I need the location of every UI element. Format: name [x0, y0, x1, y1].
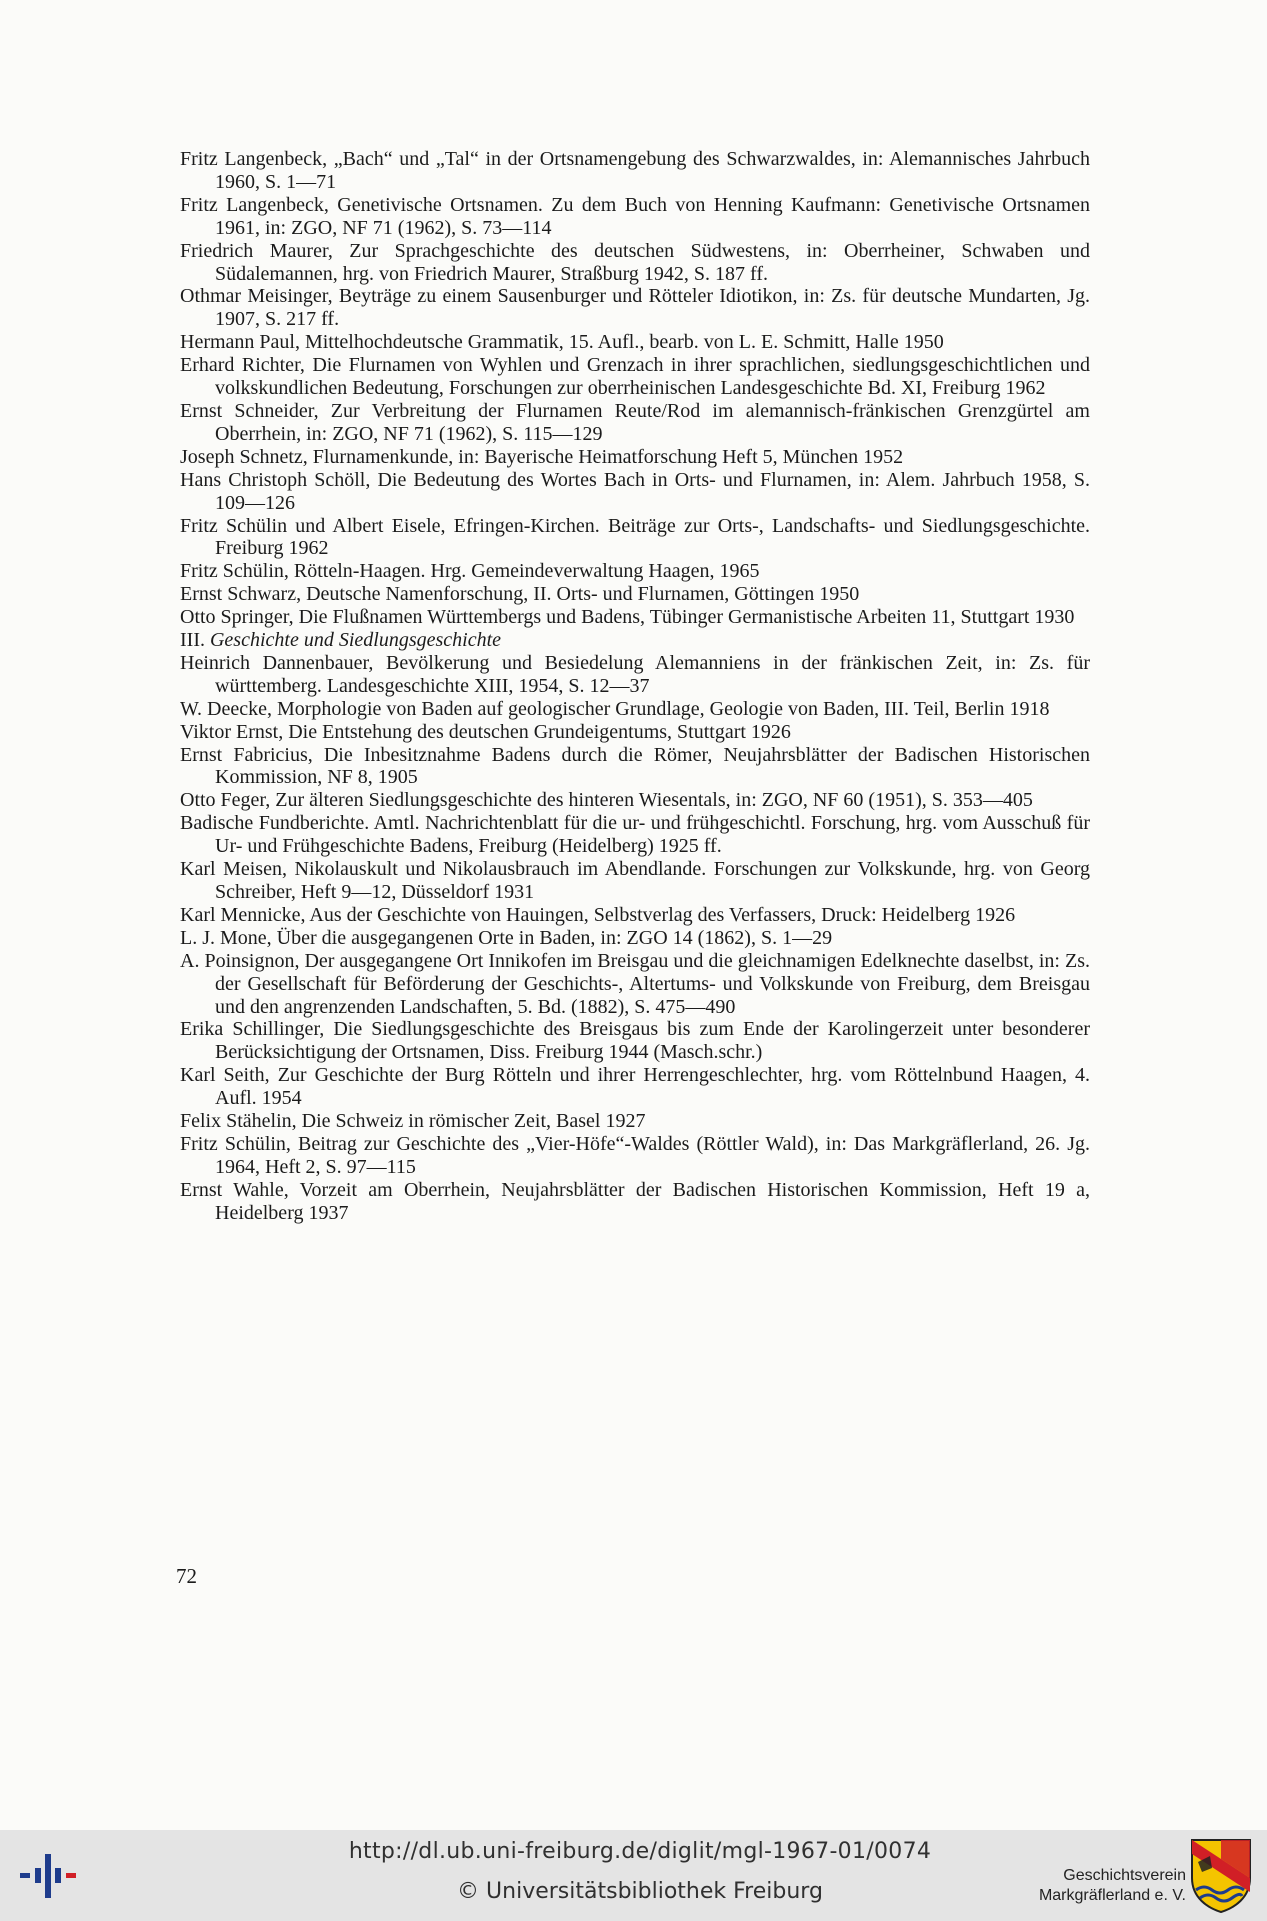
bibliography-entry: Fritz Schülin, Rötteln-Haagen. Hrg. Gemeindeverwaltung Haagen, 1965 [180, 560, 760, 583]
bibliography-entry: Otto Feger, Zur älteren Siedlungsgeschichte des hinteren Wiesentals, in: ZGO, NF 60 (1951), S. 353—405 [180, 789, 1033, 812]
ub-freiburg-logo-icon[interactable] [18, 1848, 80, 1904]
bibliography-entry: Joseph Schnetz, Flurnamenkunde, in: Bayerische Heimatforschung Heft 5, München 1952 [180, 445, 904, 468]
bibliography-list [180, 148, 1090, 1225]
bibliography-entry: Badische Fundberichte. Amtl. Nachrichtenblatt für die ur- und frühgeschichtl. Forschung, hrg. vom Ausschuß für Ur- und Frühgeschichte Badens, Freiburg (Heidelberg) 1925 ff. [180, 812, 1090, 858]
bibliography-entry: Friedrich Maurer, Zur Sprachgeschichte des deutschen Südwestens, in: Oberrheiner, Schwaben und Südalemannen, hrg. von Friedrich Maurer, Straßburg 1942, S. 187 ff. [180, 239, 1090, 285]
bibliography-entry: Ernst Schwarz, Deutsche Namenforschung, II. Orts- und Flurnamen, Göttingen 1950 [180, 583, 860, 606]
bibliography-entry: Erhard Richter, Die Flurnamen von Wyhlen und Grenzach in ihrer sprachlichen, siedlungsgeschichtlichen und volkskundlichen Bedeutung, Forschungen zur oberrheinischen Landesgeschichte Bd. XI, Freiburg 1962 [180, 354, 1090, 400]
coat-of-arms-icon[interactable] [1190, 1838, 1252, 1914]
bibliography-entry: Karl Seith, Zur Geschichte der Burg Rötteln und ihrer Herrengeschlechter, hrg. vom Röttelnbund Haagen, 4. Aufl. 1954 [180, 1064, 1090, 1110]
footer-bar [0, 1830, 1267, 1921]
society-name-line1: Geschichtsverein [1063, 1867, 1186, 1884]
bibliography-entry: Ernst Fabricius, Die Inbesitznahme Badens durch die Römer, Neujahrsblätter der Badischen Historischen Kommission, NF 8, 1905 [180, 743, 1090, 789]
copyright-text: © Universitätsbibliothek Freiburg [457, 1879, 823, 1904]
bibliography-entry: Otto Springer, Die Flußnamen Württembergs und Badens, Tübinger Germanistische Arbeiten 11, Stuttgart 1930 [180, 606, 1075, 629]
bibliography-group-2 [180, 652, 1090, 1225]
bibliography-entry: Fritz Schülin und Albert Eisele, Efringen-Kirchen. Beiträge zur Orts-, Landschafts- und Siedlungsgeschichte. Freiburg 1962 [180, 514, 1090, 560]
bibliography-entry: Othmar Meisinger, Beyträge zu einem Sausenburger und Rötteler Idiotikon, in: Zs. für deutsche Mundarten, Jg. 1907, S. 217 ff. [180, 285, 1090, 331]
bibliography-entry: Hermann Paul, Mittelhochdeutsche Grammatik, 15. Aufl., bearb. von L. E. Schmitt, Halle 1950 [180, 331, 944, 354]
bibliography-group-1 [180, 148, 1090, 629]
bibliography-entry: Hans Christoph Schöll, Die Bedeutung des Wortes Bach in Orts- und Flurnamen, in: Alem. Jahrbuch 1958, S. 109—126 [180, 468, 1090, 514]
bibliography-entry: Fritz Langenbeck, Genetivische Ortsnamen. Zu dem Buch von Henning Kaufmann: Genetivische Ortsnamen 1961, in: ZGO, NF 71 (1962), S. 73—114 [180, 193, 1090, 239]
bibliography-entry: Fritz Schülin, Beitrag zur Geschichte des „Vier-Höfe“-Waldes (Röttler Wald), in: Das Markgräflerland, 26. Jg. 1964, Heft 2, S. 97—115 [180, 1132, 1090, 1178]
bibliography-entry: Heinrich Dannenbauer, Bevölkerung und Besiedelung Alemanniens in der fränkischen Zeit, in: Zs. für württemberg. Landesgeschichte XIII, 1954, S. 12—37 [180, 651, 1090, 697]
bibliography-entry: Karl Meisen, Nikolauskult und Nikolausbrauch im Abendlande. Forschungen zur Volkskunde, hrg. von Georg Schreiber, Heft 9—12, Düsseldorf 1931 [180, 858, 1090, 903]
section-number: III. [180, 629, 205, 652]
page-number: 72 [176, 1564, 197, 1588]
document-url-link[interactable]: http://dl.ub.uni-freiburg.de/diglit/mgl-1967-01/0074 [348, 1839, 932, 1864]
bibliography-entry: Karl Mennicke, Aus der Geschichte von Hauingen, Selbstverlag des Verfassers, Druck: Heidelberg 1926 [180, 903, 1016, 926]
society-name [1006, 1866, 1186, 1906]
bibliography-entry: Ernst Wahle, Vorzeit am Oberrhein, Neujahrsblätter der Badischen Historischen Kommission, Heft 19 a, Heidelberg 1937 [180, 1178, 1090, 1224]
bibliography-entry: W. Deecke, Morphologie von Baden auf geologischer Grundlage, Geologie von Baden, III. Teil, Berlin 1918 [180, 697, 1050, 720]
society-name-line2: Markgräflerland e. V. [1038, 1887, 1186, 1904]
bibliography-entry: Viktor Ernst, Die Entstehung des deutschen Grundeigentums, Stuttgart 1926 [180, 720, 791, 743]
bibliography-entry: Felix Stähelin, Die Schweiz in römischer Zeit, Basel 1927 [180, 1110, 646, 1133]
bibliography-entry: A. Poinsignon, Der ausgegangene Ort Innikofen im Breisgau und die gleichnamigen Edelknechte daselbst, in: Zs. der Gesellschaft für Beförderung der Geschichts-, Altertums- und Volkskunde von Freiburg, dem Breisgau und den angrenzenden Landschaften, 5. Bd. (1882), S. 475—490 [180, 949, 1090, 1018]
bibliography-entry: Erika Schillinger, Die Siedlungsgeschichte des Breisgaus bis zum Ende der Karolingerzeit unter besonderer Berücksichtigung der Ortsnamen, Diss. Freiburg 1944 (Masch.schr.) [180, 1018, 1090, 1064]
bibliography-entry: L. J. Mone, Über die ausgegangenen Orte in Baden, in: ZGO 14 (1862), S. 1—29 [180, 926, 833, 949]
bibliography-entry: Fritz Langenbeck, „Bach“ und „Tal“ in der Ortsnamengebung des Schwarzwaldes, in: Alemannisches Jahrbuch 1960, S. 1—71 [180, 148, 1090, 193]
section-title: Geschichte und Siedlungsgeschichte [209, 629, 502, 652]
section-heading [180, 629, 1090, 652]
bibliography-entry: Ernst Schneider, Zur Verbreitung der Flurnamen Reute/Rod im alemannisch-fränkischen Grenzgürtel am Oberrhein, in: ZGO, NF 71 (1962), S. 115—129 [180, 399, 1090, 445]
